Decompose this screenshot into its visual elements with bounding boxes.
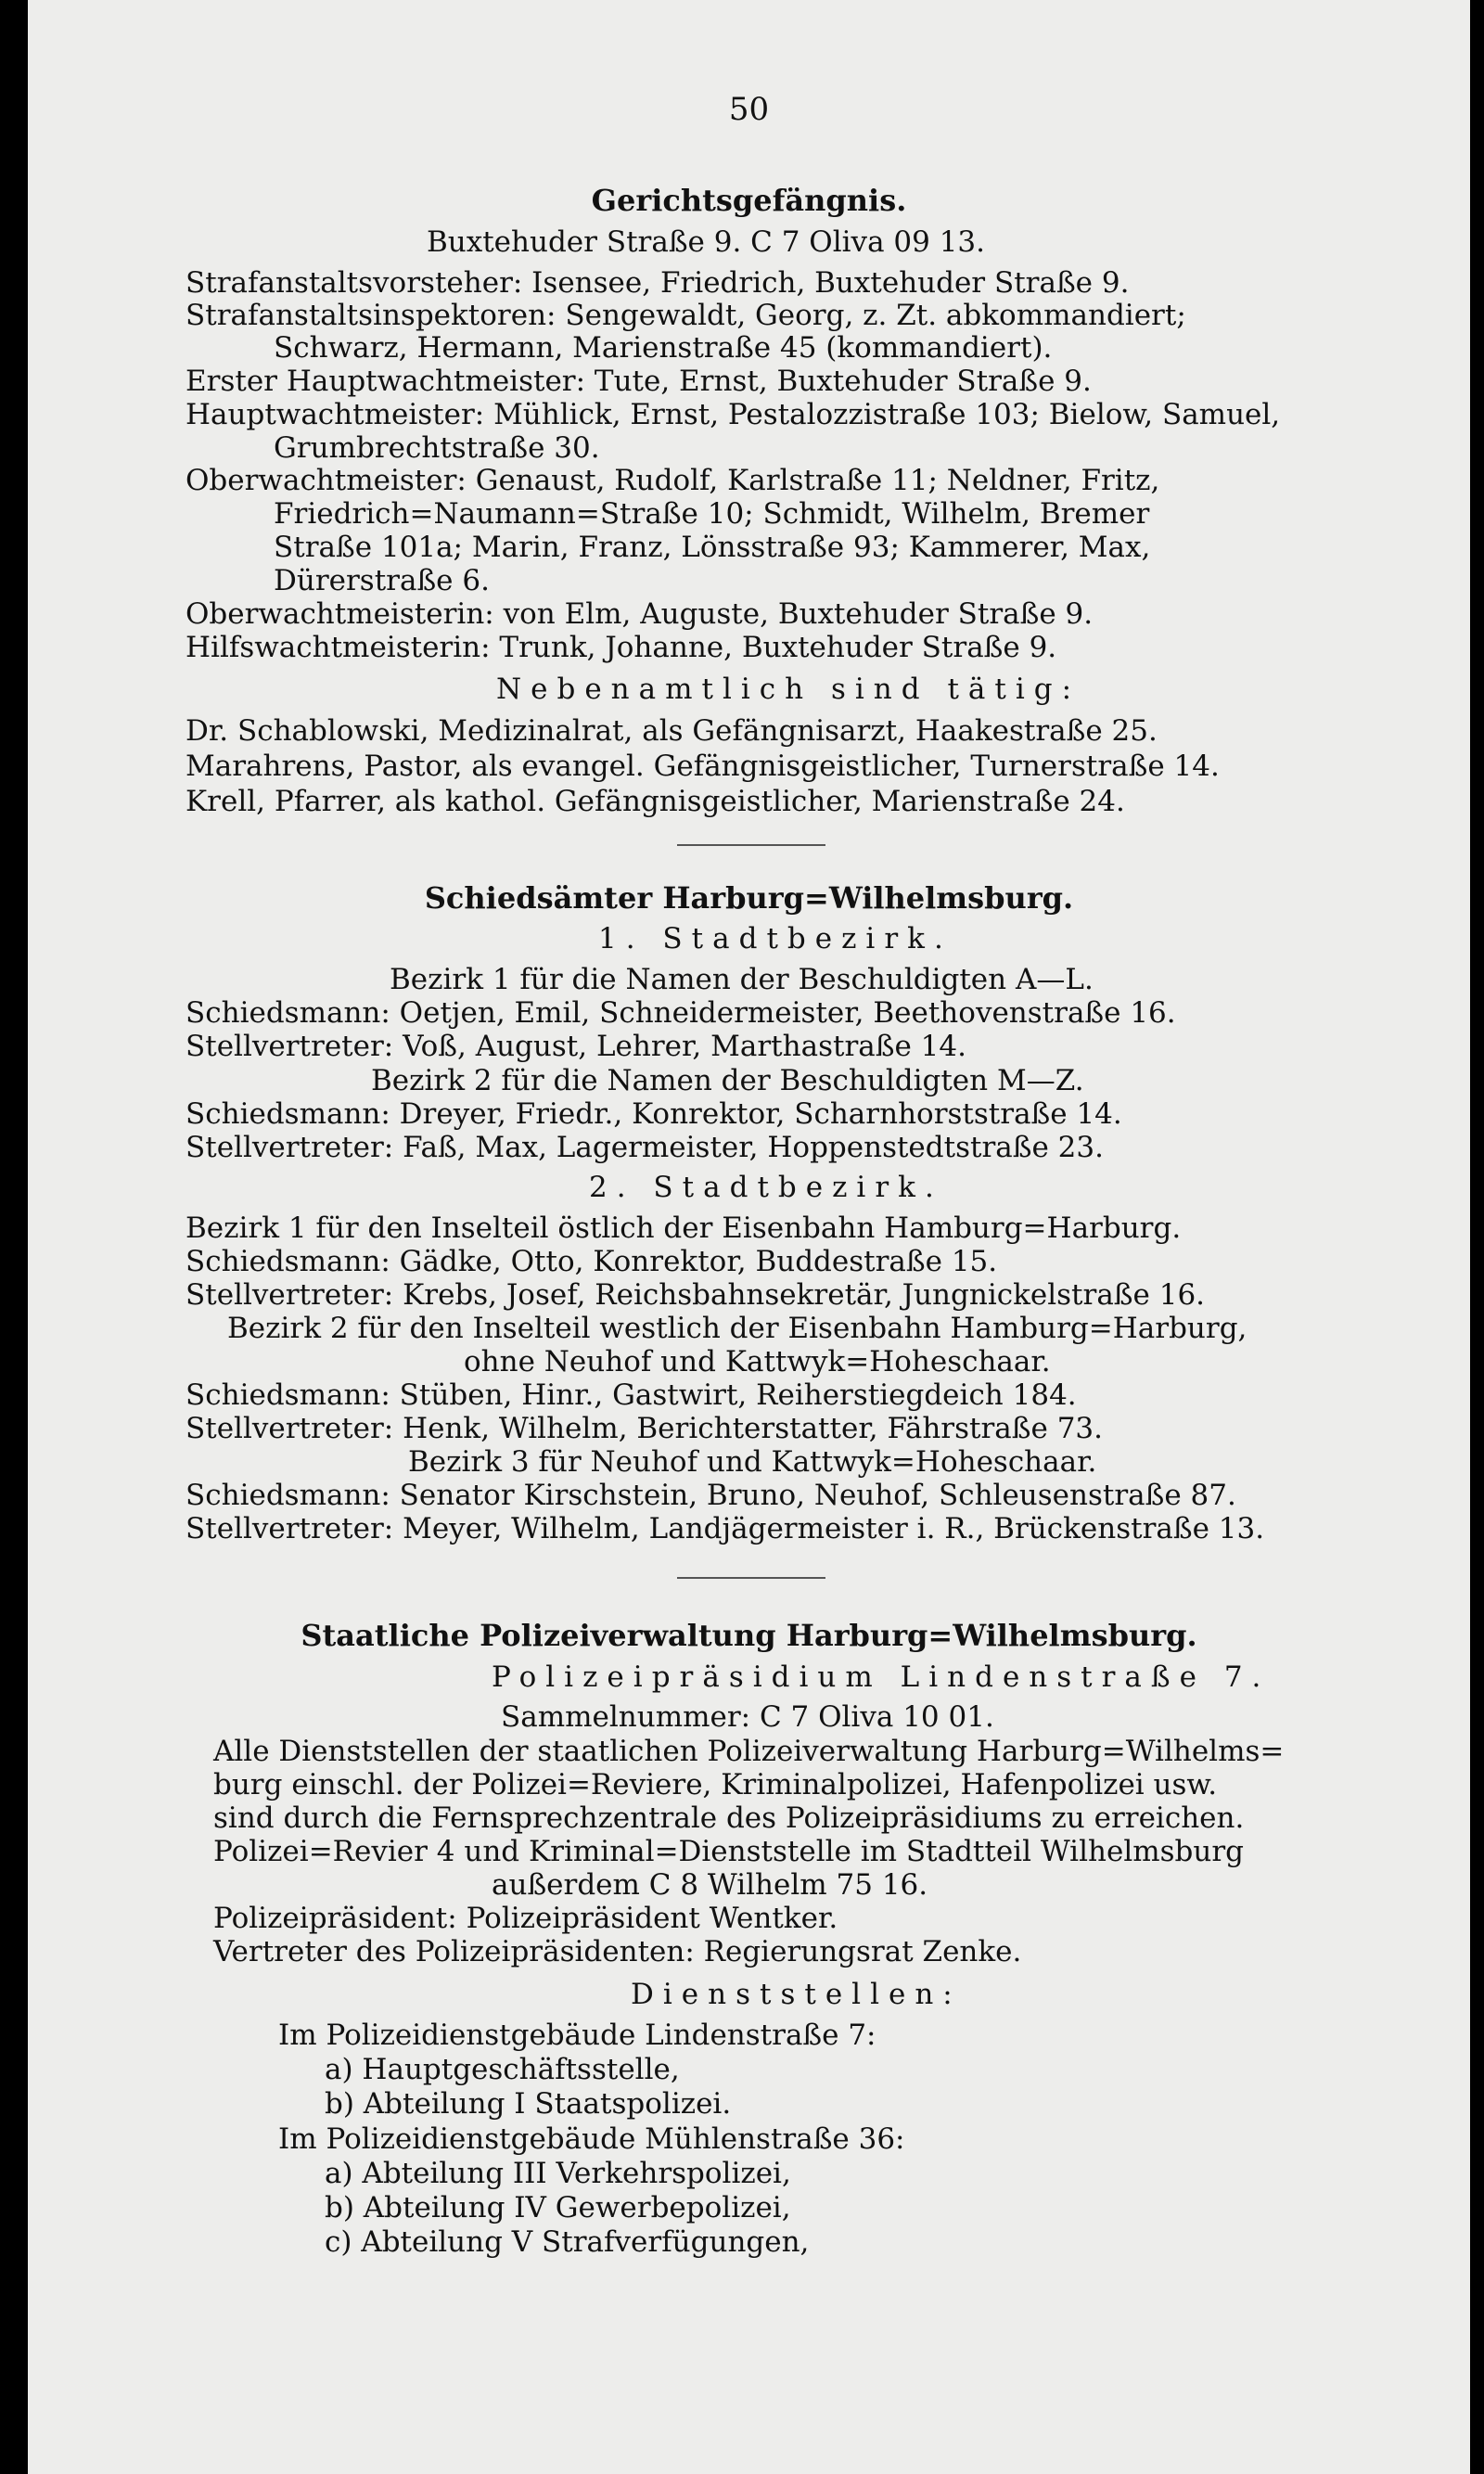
- text-line: Stellvertreter: Faß, Max, Lagermeister, Hoppenstedtstraße 23.: [186, 1131, 1104, 1164]
- text-line: Im Polizeidienstgebäude Mühlenstraße 36:: [278, 2122, 905, 2156]
- text-line: Bezirk 1 für die Namen der Beschuldigten A—L.: [390, 963, 1094, 996]
- list-item: b) Abteilung IV Gewerbepolizei,: [325, 2191, 791, 2224]
- text-line: Straße 101a; Marin, Franz, Lönsstraße 93; Kammerer, Max,: [274, 531, 1151, 564]
- text-line: Polizei=Revier 4 und Kriminal=Dienststelle im Stadtteil Wilhelmsburg: [213, 1835, 1245, 1868]
- text-line: Grumbrechtstraße 30.: [274, 431, 600, 465]
- text-line: Bezirk 3 für Neuhof und Kattwyk=Hoheschaar.: [408, 1445, 1097, 1479]
- text-line: Friedrich=Naumann=Straße 10; Schmidt, Wilhelm, Bremer: [274, 497, 1150, 531]
- text-line: Bezirk 1 für den Inselteil östlich der Eisenbahn Hamburg=Harburg.: [186, 1211, 1182, 1245]
- text-line: Erster Hauptwachtmeister: Tute, Ernst, Buxtehuder Straße 9.: [186, 365, 1092, 398]
- address-line: Buxtehuder Straße 9. C 7 Oliva 09 13.: [427, 225, 986, 259]
- section-title-polizei: Staatliche Polizeiverwaltung Harburg=Wilhelmsburg.: [301, 1618, 1197, 1653]
- list-item: a) Abteilung III Verkehrspolizei,: [325, 2157, 791, 2190]
- text-line: Krell, Pfarrer, als kathol. Gefängnisgeistlicher, Marienstraße 24.: [186, 785, 1125, 818]
- list-item: b) Abteilung I Staatspolizei.: [325, 2087, 732, 2121]
- subheading: Nebenamtlich sind tätig:: [496, 673, 1081, 706]
- document-page: [28, 0, 1470, 2474]
- text-line: Schiedsmann: Dreyer, Friedr., Konrektor, Scharnhorststraße 14.: [186, 1097, 1122, 1131]
- section-title-schiedsaemter: Schiedsämter Harburg=Wilhelmsburg.: [424, 880, 1074, 916]
- text-line: Stellvertreter: Henk, Wilhelm, Berichterstatter, Fährstraße 73.: [186, 1412, 1103, 1445]
- text-line: Schiedsmann: Senator Kirschstein, Bruno, Neuhof, Schleusenstraße 87.: [186, 1479, 1236, 1512]
- subheading: Dienststellen:: [631, 1978, 962, 2011]
- text-line: Polizeipräsident: Polizeipräsident Wentker.: [213, 1902, 838, 1935]
- text-line: Hauptwachtmeister: Mühlick, Ernst, Pestalozzistraße 103; Bielow, Samuel,: [186, 398, 1281, 431]
- text-line: Stellvertreter: Krebs, Josef, Reichsbahnsekretär, Jungnickelstraße 16.: [186, 1278, 1206, 1312]
- text-line: Strafanstaltsvorsteher: Isensee, Friedrich, Buxtehuder Straße 9.: [186, 266, 1130, 300]
- text-line: Bezirk 2 für den Inselteil westlich der Eisenbahn Hamburg=Harburg,: [227, 1312, 1247, 1345]
- text-line: Schiedsmann: Stüben, Hinr., Gastwirt, Reiherstiegdeich 184.: [186, 1378, 1077, 1412]
- section-title-gefaengnis: Gerichtsgefängnis.: [591, 183, 907, 218]
- text-line: Vertreter des Polizeipräsidenten: Regierungsrat Zenke.: [213, 1935, 1022, 1968]
- text-line: Marahrens, Pastor, als evangel. Gefängnisgeistlicher, Turnerstraße 14.: [186, 750, 1220, 783]
- list-item: c) Abteilung V Strafverfügungen,: [325, 2225, 810, 2259]
- list-item: a) Hauptgeschäftsstelle,: [325, 2053, 680, 2086]
- text-line: Oberwachtmeisterin: von Elm, Auguste, Buxtehuder Straße 9.: [186, 597, 1094, 631]
- text-line: Dürerstraße 6.: [274, 564, 490, 597]
- text-line: Oberwachtmeister: Genaust, Rudolf, Karlstraße 11; Neldner, Fritz,: [186, 464, 1160, 497]
- text-line: außerdem C 8 Wilhelm 75 16.: [492, 1868, 928, 1902]
- subheading: 1. Stadtbezirk.: [598, 922, 953, 955]
- text-line: Alle Dienststellen der staatlichen Polizeiverwaltung Harburg=Wilhelms=: [213, 1735, 1285, 1768]
- text-line: Schiedsmann: Gädke, Otto, Konrektor, Buddestraße 15.: [186, 1245, 998, 1278]
- subheading: 2. Stadtbezirk.: [589, 1171, 943, 1204]
- text-line: sind durch die Fernsprechzentrale des Polizeipräsidiums zu erreichen.: [213, 1801, 1245, 1835]
- text-line: ohne Neuhof und Kattwyk=Hoheschaar.: [464, 1345, 1051, 1378]
- text-line: Sammelnummer: C 7 Oliva 10 01.: [501, 1700, 994, 1734]
- text-line: Im Polizeidienstgebäude Lindenstraße 7:: [278, 2019, 876, 2052]
- text-line: burg einschl. der Polizei=Reviere, Kriminalpolizei, Hafenpolizei usw.: [213, 1768, 1218, 1801]
- section-divider: [677, 1577, 825, 1579]
- text-line: Dr. Schablowski, Medizinalrat, als Gefängnisarzt, Haakestraße 25.: [186, 714, 1158, 748]
- text-line: Bezirk 2 für die Namen der Beschuldigten M—Z.: [371, 1064, 1084, 1097]
- page-number: 50: [728, 91, 770, 128]
- text-line: Stellvertreter: Meyer, Wilhelm, Landjägermeister i. R., Brückenstraße 13.: [186, 1512, 1265, 1545]
- text-line: Schiedsmann: Oetjen, Emil, Schneidermeister, Beethovenstraße 16.: [186, 996, 1176, 1030]
- text-line: Schwarz, Hermann, Marienstraße 45 (kommandiert).: [274, 331, 1053, 365]
- subheading: Polizeipräsidium Lindenstraße 7.: [492, 1660, 1271, 1694]
- text-line: Stellvertreter: Voß, August, Lehrer, Marthastraße 14.: [186, 1030, 966, 1063]
- section-divider: [677, 844, 825, 846]
- text-line: Hilfswachtmeisterin: Trunk, Johanne, Buxtehuder Straße 9.: [186, 631, 1057, 664]
- text-line: Strafanstaltsinspektoren: Sengewaldt, Georg, z. Zt. abkommandiert;: [186, 299, 1186, 332]
